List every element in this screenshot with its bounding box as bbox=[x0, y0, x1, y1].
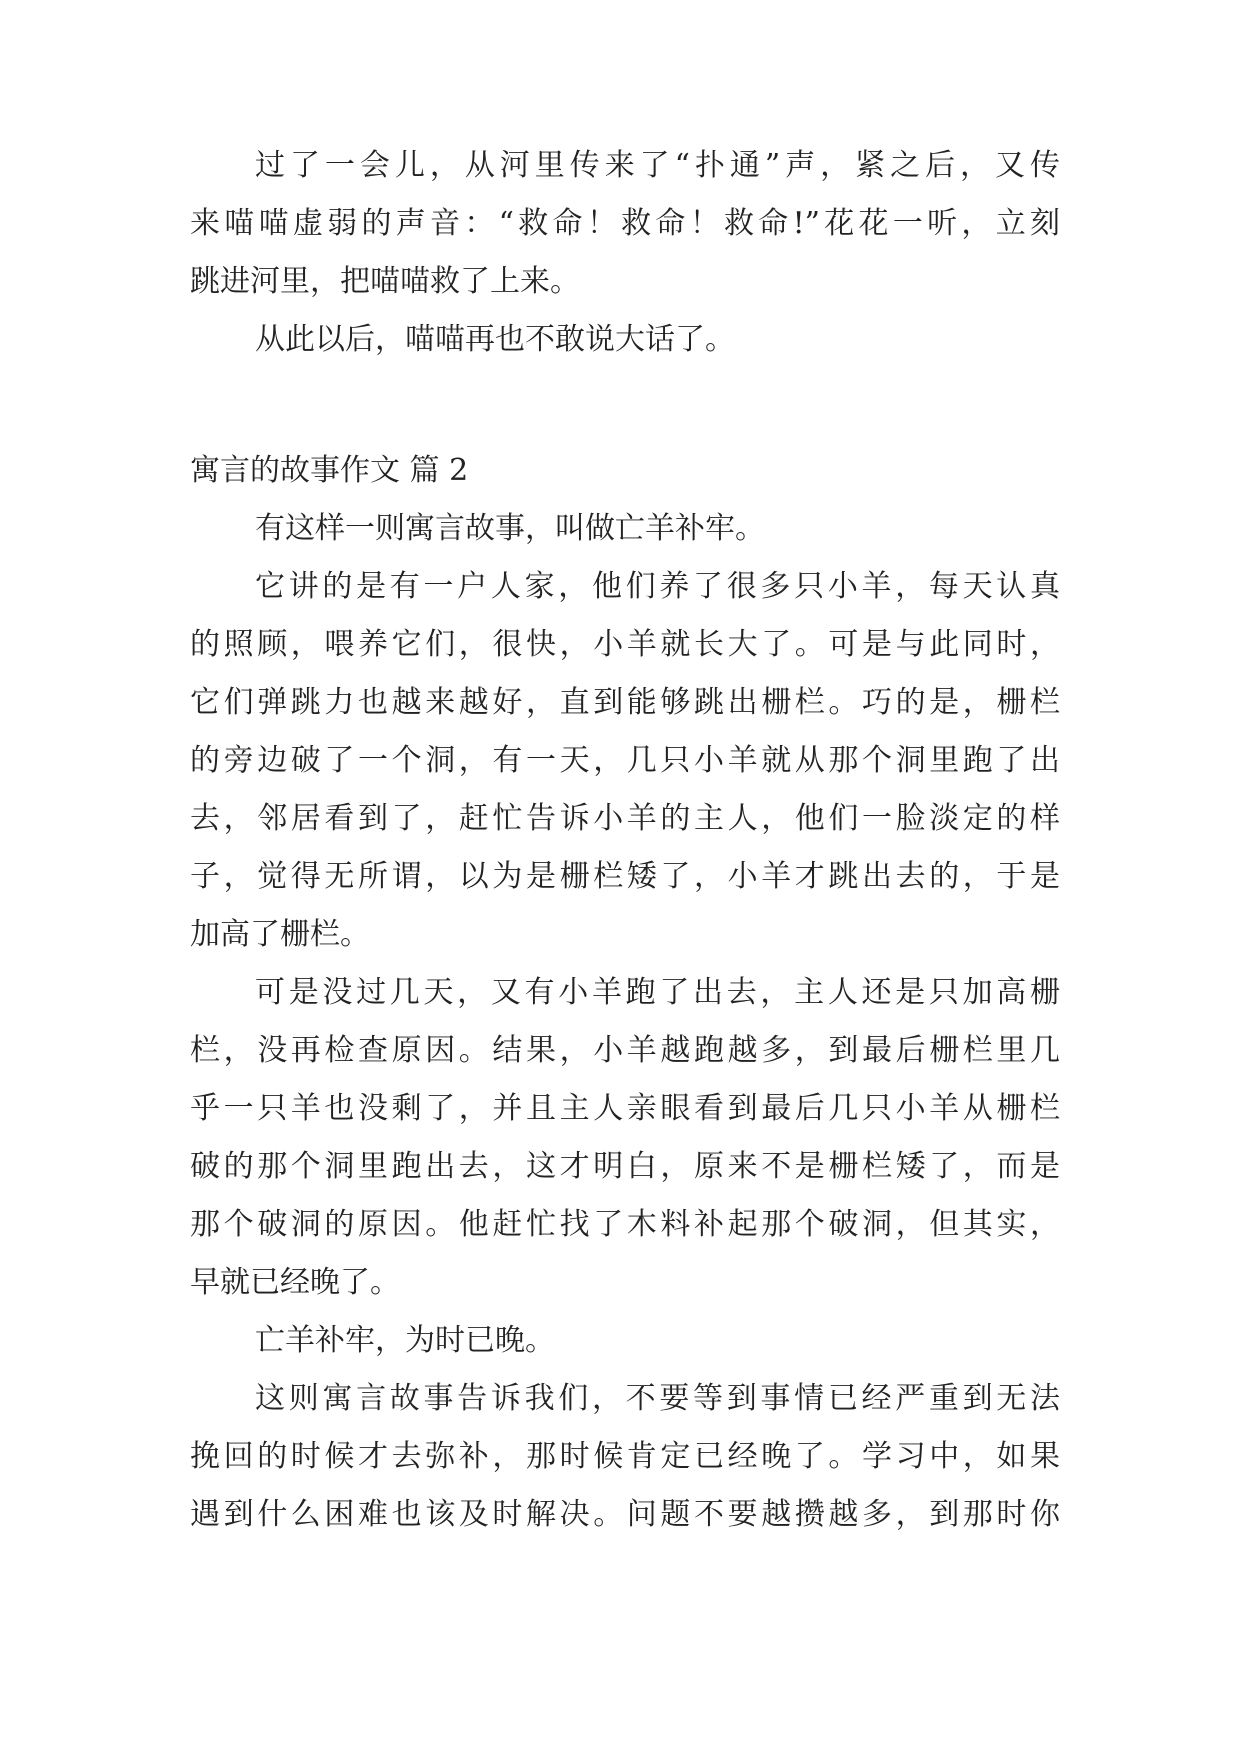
text-line: 乎一只羊也没剩了，并且主人亲眼看到最后几只小羊从栅栏 bbox=[190, 1091, 1060, 1126]
paragraph bbox=[190, 137, 1060, 311]
paragraph bbox=[190, 964, 1060, 1312]
text-line: 加高了栅栏。 bbox=[190, 917, 370, 952]
text-line: 遇到什么困难也该及时解决。问题不要越攒越多，到那时你 bbox=[190, 1497, 1060, 1532]
text-line: 子，觉得无所谓，以为是栅栏矮了，小羊才跳出去的，于是 bbox=[190, 859, 1060, 894]
story-body bbox=[190, 500, 1060, 1544]
text-line: 跳进河里，把喵喵救了上来。 bbox=[190, 264, 580, 299]
story-continuation bbox=[190, 137, 1060, 369]
text-line: 的旁边破了一个洞，有一天，几只小羊就从那个洞里跑了出 bbox=[190, 743, 1060, 778]
text-line: 这则寓言故事告诉我们，不要等到事情已经严重到无法 bbox=[255, 1381, 1060, 1416]
text-line: 早就已经晚了。 bbox=[190, 1265, 400, 1300]
text-line: 它们弹跳力也越来越好，直到能够跳出栅栏。巧的是，栅栏 bbox=[190, 685, 1060, 720]
text-line: 挽回的时候才去弥补，那时候肯定已经晚了。学习中，如果 bbox=[190, 1439, 1060, 1474]
section-heading: 寓言的故事作文 篇 2 bbox=[190, 453, 469, 488]
text-line: 栏，没再检查原因。结果，小羊越跑越多，到最后栅栏里几 bbox=[190, 1033, 1060, 1068]
text-line: 来喵喵虚弱的声音：“救命！救命！救命!”花花一听，立刻 bbox=[190, 206, 1060, 241]
text-line: 破的那个洞里跑出去，这才明白，原来不是栅栏矮了，而是 bbox=[190, 1149, 1060, 1184]
paragraph bbox=[190, 1370, 1060, 1544]
text-line: 那个破洞的原因。他赶忙找了木料补起那个破洞，但其实， bbox=[190, 1207, 1060, 1242]
paragraph bbox=[190, 1312, 1060, 1370]
text-line: 有这样一则寓言故事，叫做亡羊补牢。 bbox=[255, 511, 765, 546]
text-line: 的照顾，喂养它们，很快，小羊就长大了。可是与此同时， bbox=[190, 627, 1060, 662]
text-line: 过了一会儿，从河里传来了“扑通”声，紧之后，又传 bbox=[255, 148, 1060, 183]
text-line: 从此以后，喵喵再也不敢说大话了。 bbox=[255, 322, 735, 357]
paragraph bbox=[190, 311, 1060, 369]
text-line: 它讲的是有一户人家，他们养了很多只小羊，每天认真 bbox=[255, 569, 1060, 604]
section-heading-block bbox=[190, 442, 1060, 500]
text-line: 可是没过几天，又有小羊跑了出去，主人还是只加高栅 bbox=[255, 975, 1060, 1010]
text-line: 亡羊补牢，为时已晚。 bbox=[255, 1323, 555, 1358]
text-line: 去，邻居看到了，赶忙告诉小羊的主人，他们一脸淡定的样 bbox=[190, 801, 1060, 836]
paragraph bbox=[190, 558, 1060, 964]
paragraph bbox=[190, 500, 1060, 558]
